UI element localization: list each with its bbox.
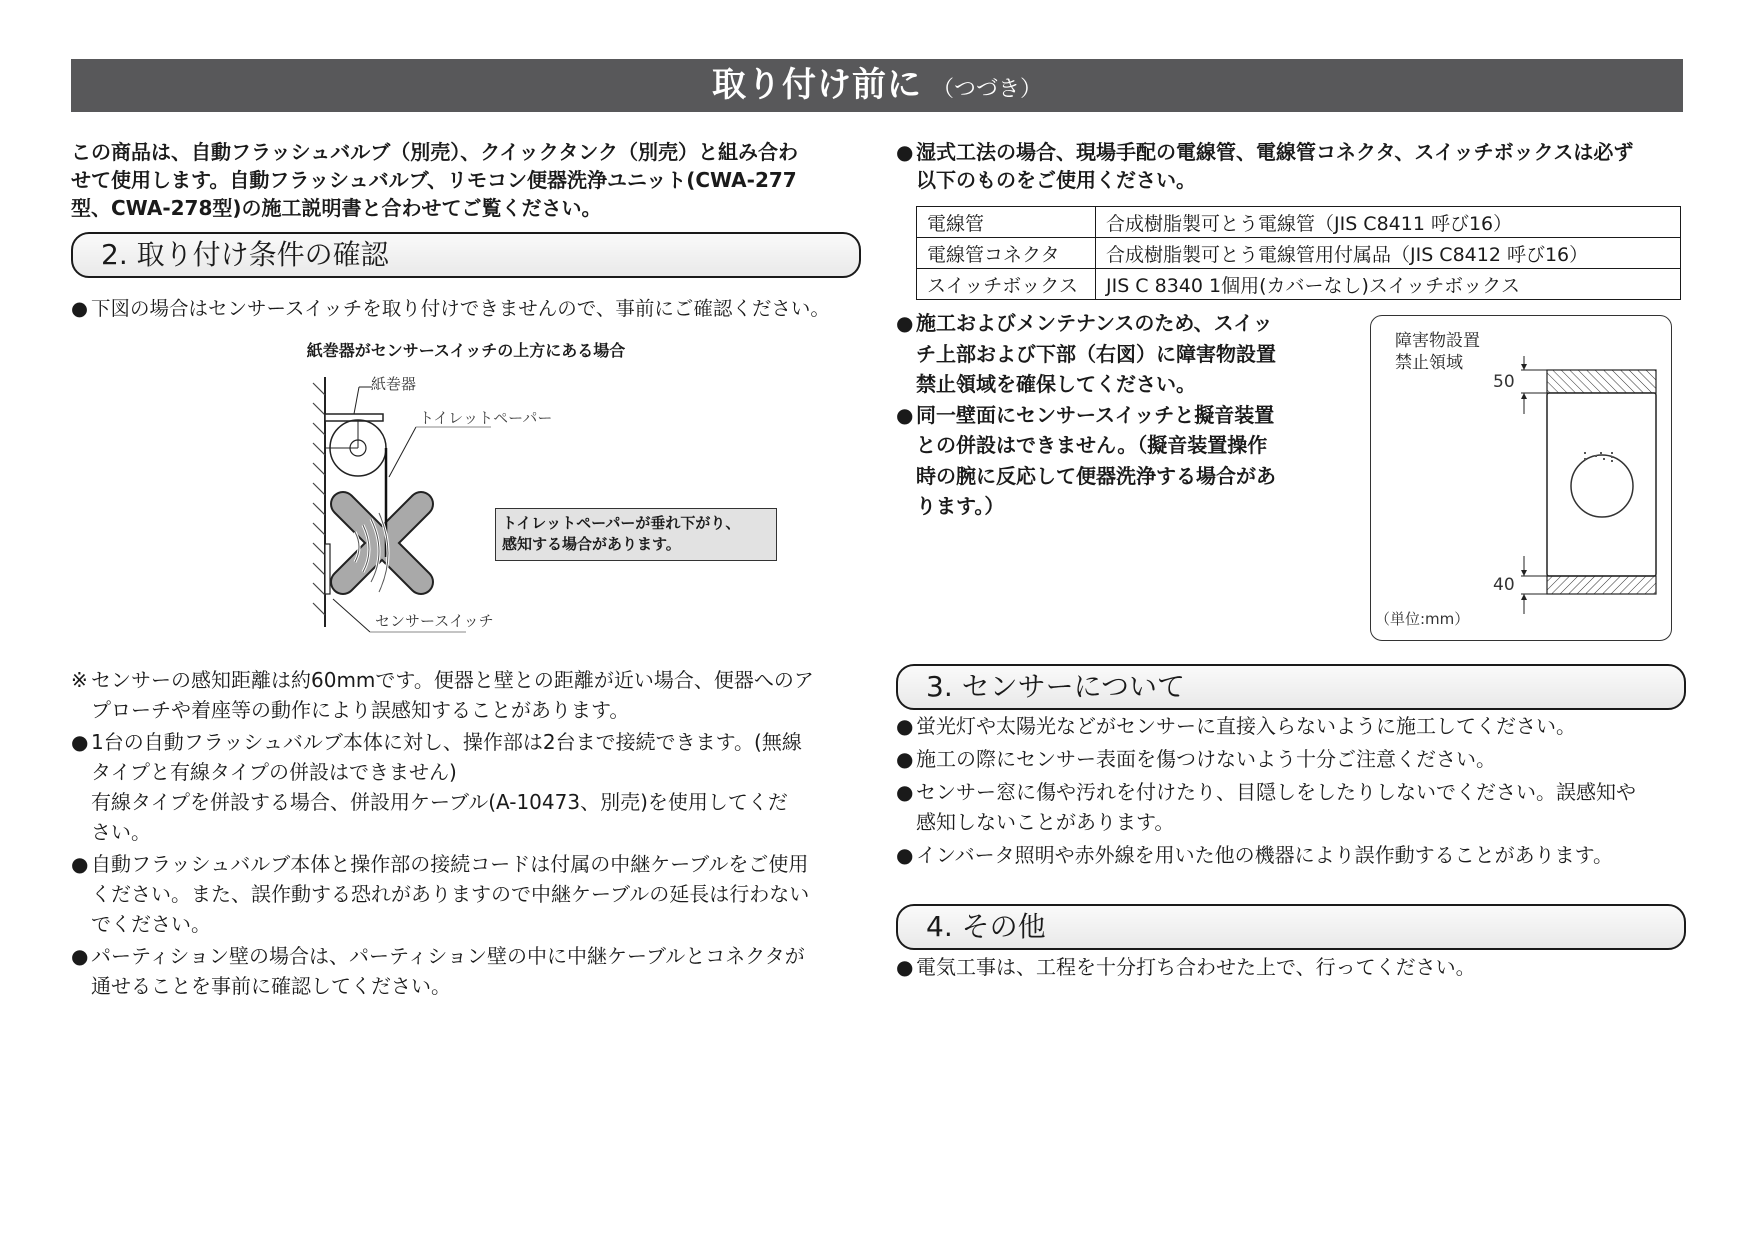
bullet-icon: ● [71, 297, 89, 320]
section-4-heading: 4. その他 [896, 904, 1686, 950]
section-3-heading: 3. センサーについて [896, 664, 1686, 710]
bullet-icon: ● [896, 747, 914, 771]
section-2-bullet: ● 1台の自動フラッシュバルブ本体に対し、操作部は2台まで接続できます。(無線 タイプと有線タイプの併設はできません) [71, 727, 861, 787]
table-row: 電線管コネクタ 合成樹脂製可とう電線管用付属品（JIS C8412 呼び16） [917, 238, 1681, 269]
section-3-bullet: ● センサー窓に傷や汚れを付けたり、目隠しをしたりしないでください。誤感知や 感知しないことがあります。 [896, 777, 1686, 837]
clearance-bullet: ● 同一壁面にセンサースイッチと擬音装置 との併設はできません。（擬音装置操作 時の腕に反応して便器洗浄する場合があ ります。） [896, 400, 1316, 522]
intro-line: 型、CWA-278型)の施工説明書と合わせてご覧ください。 [71, 196, 602, 220]
bullet-icon: ● [896, 140, 914, 164]
section-2-bullet-extra: 有線タイプを併設する場合、併設用ケーブル(A-10473、別売)を使用してくだ さい。 [91, 790, 788, 844]
bullet-icon: ● [71, 944, 89, 968]
section-2-bullet: ● 自動フラッシュバルブ本体と操作部の接続コードは付属の中継ケーブルをご使用 ください。また、誤作動する恐れがありますので中継ケーブルの延長は行わない でください。 [71, 849, 861, 939]
bullet-icon: ● [71, 730, 89, 754]
callout-box: トイレットペーパーが垂れ下がり、 感知する場合があります。 [495, 508, 777, 561]
top-clearance-value: 50 [1493, 372, 1515, 392]
section-3-bullet: ● 施工の際にセンサー表面を傷つけないよう十分ご注意ください。 [896, 744, 1686, 774]
bullet-icon: ● [896, 714, 914, 738]
section-2-heading: 2. 取り付け条件の確認 [71, 232, 861, 278]
page-title-bar [71, 59, 1683, 112]
bullet-icon: ● [896, 311, 914, 335]
clearance-diagram [1370, 315, 1672, 641]
section-3-bullet: ● インバータ照明や赤外線を用いた他の機器により誤作動することがあります。 [896, 840, 1686, 870]
wet-method-bullet: ● 湿式工法の場合、現場手配の電線管、電線管コネクタ、スイッチボックスは必ず 以下のものをご使用ください。 [896, 140, 1634, 192]
clearance-bullets [896, 308, 1316, 522]
unit-label: （単位:mm） [1375, 610, 1470, 628]
sensing-distance-note: ※ センサーの感知距離は約60mmです。便器と壁との距離が近い場合、便器へのア プローチや着座等の動作により誤感知することがあります。 [71, 665, 861, 725]
toilet-paper-figure [71, 367, 861, 657]
diagram-title: 障害物設置 禁止領域 [1395, 331, 1480, 373]
intro-paragraph [71, 138, 861, 222]
figure-caption: 紙巻器がセンサースイッチの上方にある場合 [306, 341, 626, 360]
section-3-bullet: ● 蛍光灯や太陽光などがセンサーに直接入らないように施工してください。 [896, 711, 1686, 741]
section-3-bullets [896, 711, 1686, 870]
page-title: 取り付け前に [711, 65, 922, 105]
section-2-bullet: ● パーティション壁の場合は、パーティション壁の中に中継ケーブルとコネクタが 通せることを事前に確認してください。 [71, 941, 861, 1001]
conduit-spec-table [916, 206, 1681, 300]
intro-line: この商品は、自動フラッシュバルブ（別売）、クイックタンク（別売）と組み合わ [71, 140, 798, 164]
sensor-switch-clearance-icon [1371, 316, 1671, 640]
label-paper-holder: 紙巻器 [371, 375, 417, 393]
bullet-icon: ● [896, 955, 914, 979]
left-column [71, 138, 861, 1001]
note-mark: ※ [71, 668, 88, 692]
section-4-bullet: ● 電気工事は、工程を十分打ち合わせた上で、行ってください。 [896, 952, 1686, 982]
clearance-bullet: ● 施工およびメンテナンスのため、スイッ チ上部および下部（右図）に障害物設置 禁止領域を確保してください。 [896, 308, 1316, 400]
table-row: スイッチボックス JIS C 8340 1個用(カバーなし)スイッチボックス [917, 269, 1681, 300]
table-row: 電線管 合成樹脂製可とう電線管（JIS C8411 呼び16） [917, 207, 1681, 238]
bullet-icon: ● [896, 402, 914, 427]
bullet-icon: ● [896, 843, 914, 867]
bullet-icon: ● [71, 852, 89, 876]
bottom-clearance-value: 40 [1493, 575, 1515, 595]
section-2-lead: ● 下図の場合はセンサースイッチを取り付けできませんので、事前にご確認ください。 [71, 294, 861, 324]
section-4-bullets [896, 952, 1686, 982]
label-toilet-paper: トイレットペーパー [419, 409, 553, 427]
label-sensor-switch: センサースイッチ [375, 612, 494, 630]
bullet-icon: ● [896, 780, 914, 804]
intro-line: せて使用します。自動フラッシュバルブ、リモコン便器洗浄ユニット(CWA-277 [71, 168, 797, 192]
page-subtitle: （つづき） [931, 77, 1042, 102]
